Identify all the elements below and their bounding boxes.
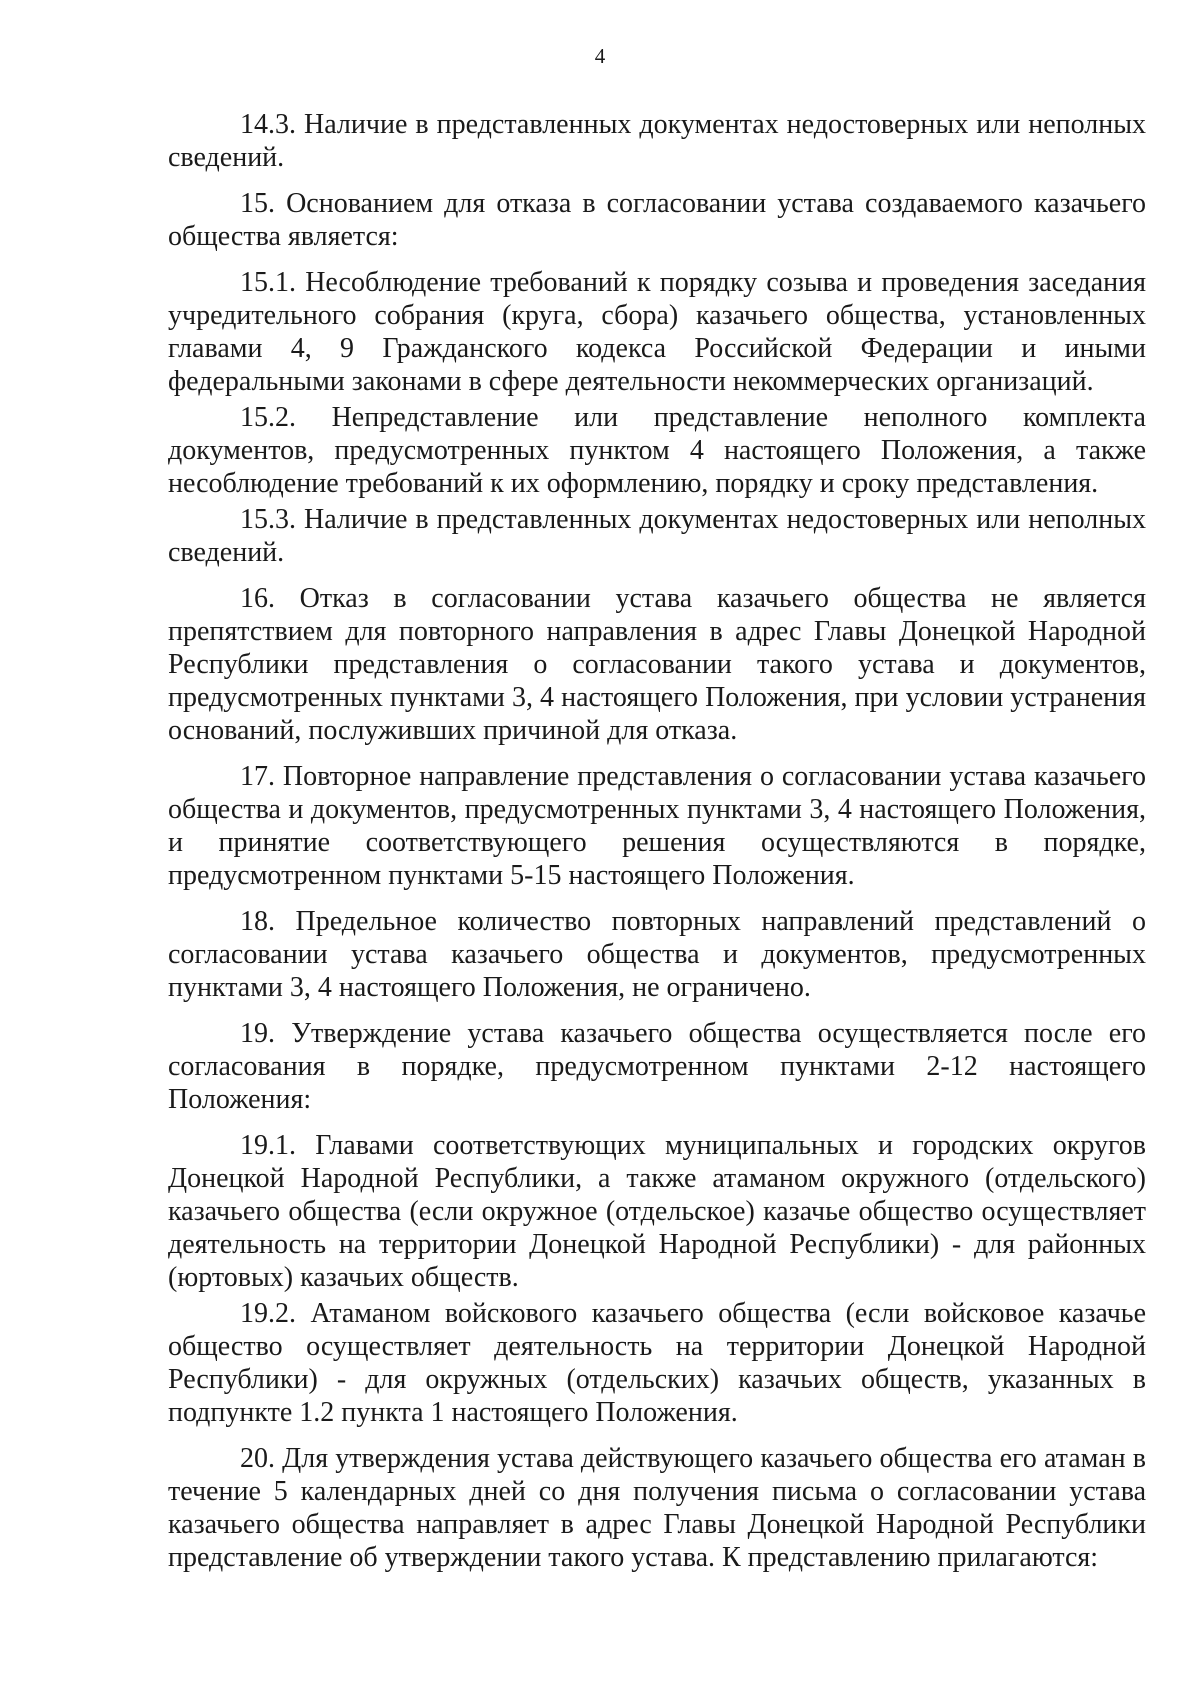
paragraph-18: 18. Предельное количество повторных направлений представлений о согласовании устава казачьего общества и документов, предусмотренных пунктами 3, 4 настоящего Положения, не ограничено. <box>168 906 1146 1003</box>
paragraph-14-3: 14.3. Наличие в представленных документах недостоверных или неполных сведений. <box>168 109 1146 173</box>
paragraph-15-2: 15.2. Непредставление или представление неполного комплекта документов, предусмотренных пунктом 4 настоящего Положения, а также несоблюдение требований к их оформлению, порядку и сроку представления. <box>168 402 1146 499</box>
paragraph-19-1: 19.1. Главами соответствующих муниципальных и городских округов Донецкой Народной Республики, а также атаманом окружного (отдельского) казачьего общества (если окружное (отдельское) казачье общество осуществляет деятельность на территории Донецкой Народной Республики) - для районных (юртовых) казачьих обществ. <box>168 1130 1146 1293</box>
paragraph-15-1: 15.1. Несоблюдение требований к порядку созыва и проведения заседания учредительного собрания (круга, сбора) казачьего общества, установленных главами 4, 9 Гражданского кодекса Российской Федерации и иными федеральными законами в сфере деятельности некоммерческих организаций. <box>168 267 1146 397</box>
paragraph-16: 16. Отказ в согласовании устава казачьего общества не является препятствием для повторного направления в адрес Главы Донецкой Народной Республики представления о согласовании такого устава и документов, предусмотренных пунктами 3, 4 настоящего Положения, при условии устранения оснований, послуживших причиной для отказа. <box>168 583 1146 746</box>
paragraph-20: 20. Для утверждения устава действующего казачьего общества его атаман в течение 5 календарных дней со дня получения письма о согласовании устава казачьего общества направляет в адрес Главы Донецкой Народной Республики представление об утверждении такого устава. К представлению прилагаются: <box>168 1443 1146 1573</box>
paragraph-19: 19. Утверждение устава казачьего общества осуществляется после его согласования в порядке, предусмотренном пунктами 2-12 настоящего Положения: <box>168 1018 1146 1115</box>
document-body <box>168 108 1146 1574</box>
paragraph-15: 15. Основанием для отказа в согласовании устава создаваемого казачьего общества является: <box>168 188 1146 252</box>
paragraph-15-3: 15.3. Наличие в представленных документах недостоверных или неполных сведений. <box>168 504 1146 568</box>
paragraph-19-2: 19.2. Атаманом войскового казачьего общества (если войсковое казачье общество осуществляет деятельность на территории Донецкой Народной Республики) - для окружных (отдельских) казачьих обществ, указанных в подпункте 1.2 пункта 1 настоящего Положения. <box>168 1298 1146 1428</box>
page-number: 4 <box>594 44 606 68</box>
paragraph-17: 17. Повторное направление представления о согласовании устава казачьего общества и документов, предусмотренных пунктами 3, 4 настоящего Положения, и принятие соответствующего решения осуществляются в порядке, предусмотренном пунктами 5-15 настоящего Положения. <box>168 761 1146 891</box>
